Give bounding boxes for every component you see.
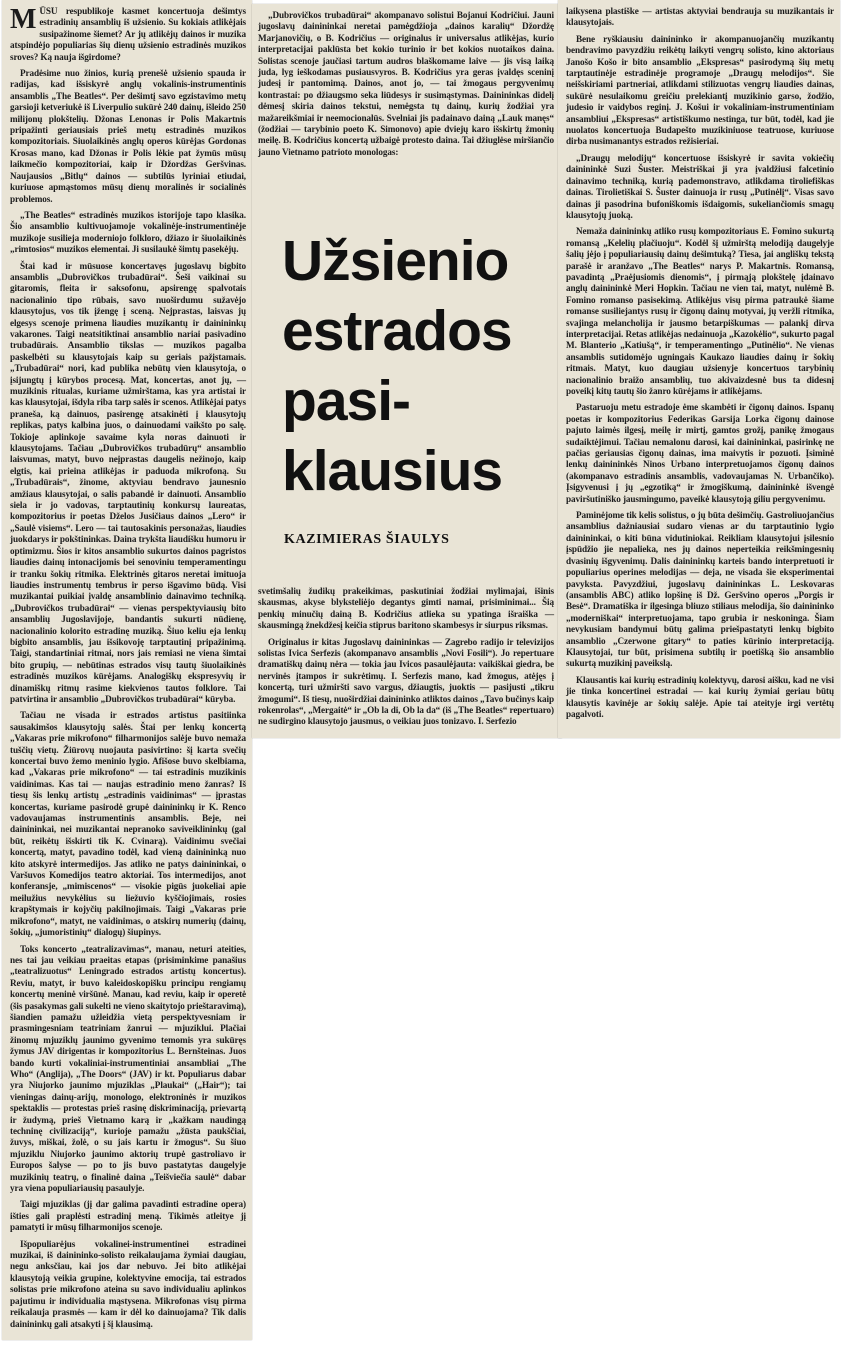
paragraph-soloist-demands: Išpopuliarėjus vokalinei-instrumentinei estradinei muzikai, iš dainininko-solisto reikalaujama žymiai daugiau, negu anksčiau, kai jos dar nebuvo. Jei bito atlikėjai klausytoją veikia grupine, kolektyvine emocija, tai estrados solistas prie mikrofono ateina su savo individualiu aplinkos pajutimu ir individualia mąstysena. Mikrofonas visų pirma reikalauja prasmės — kam ir dėl ko dainuojama? Tik dalis dainininkų gali atsakyti į šį klausimą. [10,1238,246,1329]
paragraph-ivica-serfezis: Originalus ir kitas Jugoslavų dainininkas — Zagrebo radijo ir televizijos solistas Ivica Serfezis (akompanavo ansamblis „Novi Fosili“). Jo repertuare dramatiškų dainų nėra — tokia jau Ivicos pasaulėjauta: vaikiškai giedra, be nervinės įtampos ir sukrėtimų. I. Serfezis mano, kad žmogus, atėjęs į koncertą, turi užmiršti savo vargus, džiaugtis, juoktis — pasijusti „tikru žmogumi“. Iš tiesų, nuoširdžiai dainininko atliktos dainos „Tavo bučinys kaip rokenrolas“, „Mergaitė“ ir „Ob la di, Ob la da“ (iš „The Beatles“ repertuaro) ne sudirgino klausytojo jausmus, o veikiau juos tonizavo. I. Serfezio [258,636,555,727]
paragraph-polish-concert: Tačiau ne visada ir estrados artistus pasitiinka sausakimšos klausytojų salės. Štai per lenkų koncertą „Vakaras prie mikrofono“ filharmonijos salėje buvo nemaža tuščių vietų. Žiūrovų nuojauta pasivirtino: šį karta svečių koncertai buvo žemo meninio lygio. Afišose buvo skelbiama, kad „Vakaras prie mikrofono“ — tai estradinis muzikinis vaidinimas. Kas tai — naujas estradinio meno žanras? Iš tiesų šis lenkų artistų „estradinis vaidinimas“ — įprastas koncertas, kuriame pasirodė grupė dainininkų ir K. Renco vadovaujamas instrumentinis ansamblis. Beje, nei dainininkai, nei muzikantai nepranoko saviveiklininkų (gal būt, reikėtų išskirti tik K. Cvinarą). Vaidinimu svečiai koncertą, matyt, pavadino todėl, kad vieną dainininką nuo kito atskyrė intermedijos. Jas atliko ne patys dainininkai, o Varšuvos Komedijos teatro aktoriai. Tos intermedijos, anot konferansje, „mimiscenos“ — visokie pigūs juokeliai apie meilužius nevykėlius su liežuvio kyščiojimais, rosies krapštymais ir kojyčių pakilnojimais. Taigi „Vakaras prie mikrofono“, matyt, ne vaidinimas, o atskirų numerių (dainų, šokių, „jumoristinių“ dialogų) šiupinys. [10,710,246,938]
paragraph-serfezis-stage: laikysena plastiške — artistas aktyviai bendrauja su muzikantais ir klausytojais. [566,6,834,28]
headline-line: pasi- [282,369,411,433]
article-column-right [558,0,840,738]
article-headline [282,226,552,506]
right-column-text [566,6,834,725]
paragraph-beatles-news: Pradėsime nuo žinios, kurią prenešė užsienio spauda ir radijas, kad išsiskyrė anglų vokalinis-instrumentinis ansamblis „The Beatles“. Per dešimtį savo egzistavimo metų garsioji ketveriukė iš Liverpulio sukūrė 240 dainų, išleido 250 milijonų plokštelių. Džonas Lenonas ir Polis Makartnis pripažinti geriausiais prieš metų estradinės muzikos kompozitoriais. Siuolaikinės anglų operos kūrėjas Gordonas Krosas mano, kad Džonas ir Polis lėkie pat žymūs mūsų laikmečio kompozitoriai, kaip ir Džordžas Geršvinas. Naujausios „Bitlų“ dainos — subtilūs lyriniai etiudai, kuriuose apmąstomos mūsų dienų moralinės ir socialinės problemos. [10,68,246,204]
article-column-left [2,0,252,1340]
paragraph-vietnam-song: svetimšalių žudikų prakeikimas, paskutiniai žodžiai mylimajai, išinis skausmas, akyse blyksteliėjo degantys gimti namai, prisiminimai... Šią penkių minučių dainą B. Kodričius atlieka su ypatinga išraiška — skausmingą žnekdžesį keičia stiprus baritono skambesys ir siurpus riksmas. [258,586,554,631]
intro-text: ŪSU respublikoje kasmet koncertuoja dešimtys estradinių ansamblių iš užsienio. Su kokiais atlikėjais susipažinome šiemet? Ar jų atlikėjų dainos ir muzika atspindėjo populiarias šių dienų užsienio estradinės muzikos sroves? Ką nauja išgirdome? [10,6,246,62]
headline-line: estrados [282,299,512,363]
paragraph-musical-opera: Taigi mjuziklas (jį dar galima pavadinti estradine opera) išties gali praplėsti estradinį meną. Tikimės atleitye jį pamatyti ir mūsų filharmonijos scenoje. [10,1199,246,1233]
intro-paragraph [10,6,246,63]
paragraph-dubrovnik-troubadours: Štai kad ir mūsuose koncertavęs jugoslavų bigbito ansamblis „Dubrovičkos trubadūrai“. Šeši vaikinai su gitaromis, fleita ir saksofonu, apsirengę spalvotais nacionalinio tipo rūbais, savo nuoširdumu sužavėjo klausytojus, vos tik įžengę į sceną. Nejprastas, laisvas jų elgesys scenoje primena liaudies muzikantų ir dainininkų vakarones. Taigi neatsitiktinai ansamblio nariai pasivadino trubadūrais. Ansamblio tikslas — muzikos pagalba paskelbėti su klausytojais kaip su geriais pažįstamais. „Trubadūrai“ nori, kad publika nebūtų vien klausytoja, o įsijungtų į kūrybos procesą. Mat, koncertas, anot jų, — muzikinis ritualas, kuriame užmirštama, kas yra artistai ir kas klausytojai, išdyla riba tarp salės ir scenos. Atlikėjai patys praneša, ką dainuos, pasirengę atsakinėti į klausytojų replikas, patys kalbina juos, o dainuodami vaikšto po salę. Tokioje aplinkoje savaime kyla noras dainuoti ir klausytojams. Tačiau „Dubrovičkos trubadūrų“ ansamblio laisvumas, matyt, buvo neįprastas daugelis nežinojo, kaip elgtis, kai prieina atlikėjas ir paduoda mikrofoną. Su „Trubadūrais“, žinome, aktyviau bendravo jaunesnio amžiaus klausytojai, o salis pabandė ir dainuoti. Ansamblio siela ir jo vadovas, tarptautinių konkursų laureatas, kompozitorius ir poetas Dželos Jusičiaus dainos „Lero“ ir „Saulė visiems“. Lero — tai tautosakinis personažas, liaudies juokdarys ir pokštininkas. Daina trykšta liaudišku humoru ir optimizmu. Šios ir kitos ansamblio sukurtos dainos pagristos liaudies dainų intonacijomis bei senoviniu temperamentingu ir tranku šokių ritmika. Elektrinės gitaros neretai imituoja liaudies instrumentų tembrus ir perso išgavimo būdą. Visi muzikantai puikiai įvaldę ansamblinio dainavimo techniką. „Dubrovičkos trubadūrai“ — vienas perspektyviausių bito ansamblių Jugoslavijoje, bandantis sukurti nūdienę, nacionalinio kolorito estradinę muziką. Šiuo keliu eja lenkų bigbito ansamblis, jau išsikovoję tarptautinį pripažinimą. Taigi, standartiniai ritmai, nors jais remiasi ne viena šimtai bito grupių, — nebūtinas estrados visų tautų šiuolaikinės estradinės muzikos kūrėjams. Analogiškų ekspresyvių ir dinamiškų ritmų rasime kiekvienos tautos folklore. Tai patvirtina ir ansamblio „Dubrovičkos trubadūrai“ kūryba. [10,260,246,704]
headline-line: Užsienio [282,229,509,293]
headline-line: klausius [282,439,503,503]
paragraph-bojan-kodric: „Dubrovičkos trubadūrai“ akompanavo solistui Bojanui Kodričiui. Jauni jugoslavų dainininkai neretai pamėgdžioja „dainos karalių“ Džordžę Marjanovičių, o B. Kodričius — originalus ir universalus atlikėjas, kurio interpretacijai paklūsta bet kokio turinio ir bet kokios nuotaikos daina. Solistas scenoje jaučiasi tartum audros blaškomame laive — jis visą laiką juda, lyg ieškodamas pusiausvyros. B. Kodričius yra geras įvaldęs sceninį judesį ir pantomimą. Dainos, anot jo, — tai žmogaus pergyvenimų kontrastai: po džiaugsmo seka liūdesys ir susimąstymas. Dainininkas didelį dėmesį skiria dainos tekstui, nemėgsta tų dainų, kurių žodžiai yra mažareikšmiai ir neemocionalūs. Svelniai jis padainavo dainą „Lauk manęs“ (žodžiai — tarybinio poeto K. Simonovo) apie dviejų karo išskirtų žmonių meilę. B. Kodričius koncertą užbaigė protesto daina. Tai džiuglėse miršiančio jauno Vietnamo patrioto monologas: [258,10,554,157]
middle-bottom-text [258,586,554,733]
paragraph-soloists-level: Paminėjome tik kelis solistus, o jų būta dešimčių. Gastroliuojančius ansamblius dažniausiai sudaro vienas ar du tarptautinio lygio dainininkai, o kiti būna vidutiniokai. Reikliam klausytojui įsilesnio įspūdžio jie nepalieka, nes jų dainos neperteikia reikšmingesnių dvasinių išgyvenimų. Dalis dainininkų karteis bando interpretuoti ir populiarius operines melodijas — deja, ne visada šie eksperimentai pavyksta. Pavyzdžiui, jugoslavų dainininkas L. Leskovaras (ansamblis ABC) atliko lopšinę iš Dž. Geršvino operos „Porgis ir Besė“. Dramatiška ir ilgesinga bliuzo stiliaus melodija, šio dainininko „moderniškai“ interpretuojama, tapo grubia ir neskoninga. Šiam nevykusiam bandymui būtų galima priešpastatyti lenkų bigbito ansamblio „Czerwone gitary“ to paties kūrinio interpretaciją. Klausytojai, tur būt, prisimena subtilų ir poetišką šio ansamblio sukurtą muzikinį paveikslą. [566,510,834,669]
paragraph-suzi-shuster: „Draugų melodijų“ koncertuose išsiskyrė ir savita vokiečių dainininkė Suzi Šuster. Meistriškai ji yra įvaldžiusi falcetinio dainavimo techniką, kurią pademonstravo, atlikdama tiroliefiškas dainas. Tirolietiškai S. Šuster dainuoja ir rusų „Putinėlį“. Visas savo dainas ji pasodrina bufoniškomis išdaigomis, sukeliančiomis smagų klausytojų juoką. [566,152,834,220]
paragraph-conclusion: Klausantis kai kurių estradinių kolektyvų, darosi aišku, kad ne visi jie tinka koncertinei estradai — kai kurių žymiai geriau būtų klausytis kavinėje ar šokių salėje. Apie tai ateityje irgi vertėtų pagalvoti. [566,674,834,719]
article-column-middle [252,4,562,738]
paragraph-fomin-romance: Nemaža dainininkų atliko rusų kompozitoriaus E. Fomino sukurtą romansą „Kelelių plačiuoju“. Kodėl šį užmirštą melodiją daugelyje šalių jėjo į populiariausių dainų dešimtuką? Tiesa, jai angliškų tekstą parašė ir aranžavo „The Beatles“ narys P. Makartnis. Romansą, pavadintą „Praėjusiomis dienomis“, į pirmąją plokštelę įdainavo anglų dainininkė Meri Hopkin. Tačiau ne vien tai, matyt, nulėmė B. Fomino romanso pasisekimą. Atlikėjus visų pirma patraukė šiame romanse susiliejantys rusų ir čigonų dainų motyvai, jų veržli ritmika, svajinga melancholija ir jausmo betarpiškumas — palankį dirva interpretacijai. Retas atlikėjas nedainuoja „Kazokėlio“, sukurto pagal M. Blanterio „Katiušą“, ir temperamentingo „Putinėlio“. Ne vienas ansamblis sutidomėjo ugningais Kaukazo liaudies dainų ir šokių ritmais. Matyt, kuo daugiau užsienyje koncertuos tarybinių nacionalinio braižo ansamblių, tuo akivaizdesnė bus ta didesnį poveikį kitų tautų šio žanro kūrėjams ir atlikėjams. [566,226,834,396]
paragraph-musical-theatre: Toks koncerto „teatralizavimas“, manau, neturi ateities, nes tai jau veikiau praeitas etapas (prisiminkime panašius „teatralizuotus“ Leningrado estrados artistų koncertus). Reviu, matyt, ir buvo kaleidoskopišku principu rengiamų koncertų meninė viršūnė. Manau, kad reviu, kaip ir operetė (šis pasakymas gali sukelti ne vieno skaitytojo prieštaravimą), šiandien pamažu užleidžia vietą perspektyvesniam ir prasmingesniam teatriniam žanrui — mjuziklui. Plačiai žinomų mjuziklų jaunimo gyvenimo temomis yra sukūręs žymus JAV dirigentas ir kompozitorius L. Bernšteinas. Juos bando kurti vokaliniai-instrumentiniai ansambliai „The Who“ (Anglija), „The Doors“ (JAV) ir kt. Populiarus dabar yra Niujorko jaunimo mjuziklas „Plaukai“ („Hair“); tai vieningas dainų-arijų, monologo, elektroninės ir muzikos spektaklis — protestas prieš rasinę diskriminaciją, prievartą ir žudymą, prieš Vietnamo karą ir „kažkam naudingą techninę civilizaciją“, kurioje pamažu „žūsta paukščiai, žuvys, miškai, žolė, o su jais kartu ir žmogus“. Su šiuo mjuziklu Niujorko jaunimo aktorių trupė gastroliavo ir Europos šalyse — po to jis buvo pastatytas daugelyje muzikinių teatrų, o finalinė daina „Teišviečia saulė“ dabar yra viena populiariausių pasaulyje. [10,943,246,1194]
dropcap: M [10,4,37,35]
paragraph-janos-kos: Bene ryškiausiu dainininko ir akompanuojančių muzikantų bendravimo pavyzdžiu reikėtų laikyti vengrų solisto, kino aktoriaus Janošo Košo ir bito ansamblio „Ekspresas“ pasirodymą šių metų tarptautinėje estradinėje programoje „Draugų melodijos“. Sie neišskiriami partneriai, atlikdami stilizuotas vengrų liaudies dainas, sukūrė nesulaikomu greičiu prelekiantį muzikinio garso, žodžio, judesio ir vaidybos reginį. J. Košui ir vokaliniam-instrumentiniam ansambliui „Ekspresas“ artistiškumo nestinga, tur būt, todėl, kad jie nuolatos koncertuoja Budapešto muzikiniuose teatruose, kuriuose dirba nusimanantys estrados režisieriai. [566,33,834,147]
paragraph-gypsy-songs: Pastaruoju metu estradoje ėme skambėti ir čigonų dainos. Ispanų poetas ir kompozitorius Federikas Garsija Lorka čigonų dainose pajuto laimės ilgesį, meilę ir mirtį, gamtos grožį, panikę žmogaus sudaiktėjimui. Tačiau nemalonu darosi, kai dainininkai, pasirinkę ne pačias geriausias čigonų dainas, ima maivytis ir pozuoti. Įsiminė lenkų dainininkės Ninos Urbano interpretuojamos čigonų dainos (akompanavo estradinis ansamblis, vadovaujamas N. Urbančiko). Įsigyvenusi į jų „egzotiką“ ir žmogiškumą, dainininkė išvengė paviršutiniško jausmingumo, paveikė klausytoją giliu pergyvenimu. [566,402,834,504]
left-column-text [10,6,246,1335]
paragraph-beatles-classic: „The Beatles“ estradinės muzikos istorijoje tapo klasika. Šio ansamblio kultivuojamoje vokalinėje-instrumentinėje muzikoje susilieja moderniojo folkloro, džiazo ir šiuolaikinės „rimtosios“ muzikos elementai. Ji susilaukė šimtų pasekėjų. [10,209,246,255]
middle-top-text [258,10,554,163]
author-byline: KAZIMIERAS ŠIAULYS [284,532,450,547]
